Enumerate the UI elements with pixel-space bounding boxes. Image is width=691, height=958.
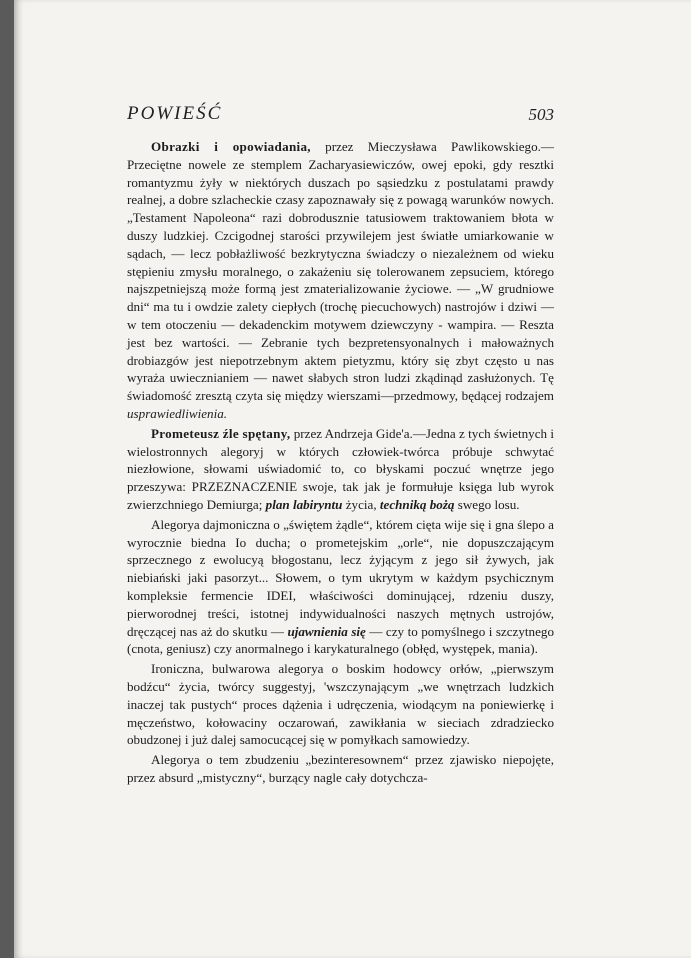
emphasized-text: techniką bożą (379, 496, 455, 512)
text-run: Alegorya dajmoniczna o „świętem żądle“, którem cięta wije się i gna ślepo a wyrocznie biedna Io ducha; o prometejskim „orle“, nie dopuszczającym sprzecznego z ewolucyą błogostanu, lecz żyjącym z jego sił żywych, jak niebiański jaki pasorzyt... Słowem, o tym ukrytym w każdym psychicznym kompleksie fermencie IDEI, właściwości dominującej, rdzeniu duszy, pierworodnej treści, istotnej indywidualności naszych mętnych ustrojów, dręczącej nas aż do skutku — (127, 516, 554, 639)
text-run: przez Mieczysława Pawlikowskiego.— Przeciętne nowele ze stemplem Zacharyasiewiczów, owej epoki, gdy resztki romantyzmu żyły w niektórych duszach po sąsiedzku z postulatami prawdy realnej, a dobre szlacheckie czasy zapoznawały się z powagą warunków nowych. „Testament Napoleona“ razi dobrodusznie tatusiowem traktowaniem błota w duszy ludzkiej. Czcigodnej starości przywilejem jest światłe umiarkowanie w sądach, — lecz pobłażliwość bezkrytyczna świadczy o niezależnem od wieku stępieniu zmysłu moralnego, o zakażeniu się tolerowanem zepsuciem, którego najszpetniejszą może formą jest zmaterializowanie życiowe. — „W grudniowe dni“ ma tu i owdzie zalety ciepłych (trochę piecuchowych) nastrojów i dziwi — w tem otoczeniu — dekadenckim motywem dziewczyny - wampira. — Reszta jest bez wartości. — Zebranie tych bezpretensyonalnych i małoważnych drobiazgów jest niepotrzebnym aktem pietyzmu, który się zbyt często u nas wyraża uwiecznianiem — nawet słabych stron ludzi zkądinąd zasłużonych. Tę świadomość zresztą czyta się między wierszami—przedmowy, będącej rodzajem (127, 139, 554, 404)
review-title: Prometeusz źle spętany, (151, 425, 291, 441)
emphasized-text: usprawiedliwienia. (127, 405, 228, 421)
emphasized-text: ujawnienia się (287, 623, 366, 639)
paragraph (127, 660, 554, 749)
paragraph (127, 425, 554, 514)
running-title: POWIEŚĆ (127, 103, 223, 124)
text-run: — czy to pomyślnego i szczytnego (cnota, geniusz) czy anormalnego i karykaturalnego (obłęd, występek, mania). (127, 623, 554, 657)
page-header (127, 103, 554, 127)
text-run: Ironiczna, bulwarowa alegorya o boskim hodowcy orłów, „pierwszym bodźcu“ życia, twórcy suggestyj, 'wszczynającym „we wnętrzach ludzkich inaczej tak pustych“ proces dążenia i udręczenia, wiodącym na poniewierkę i męczeństwo, kołowaciny oczarowań, zawikłania w sieciach zdradziecko obudzonej i już dalej samocucącej się w pomyłkach samowiedzy. (127, 661, 554, 748)
emphasized-text: plan labiryntu (265, 496, 343, 512)
paragraph (127, 751, 554, 787)
text-run: Alegorya o tem zbudzeniu „bezinteresownem“ przez zjawisko niepojęte, przez absurd „mistyczny“, burzący nagle cały dotychcza- (127, 752, 554, 785)
paragraph (127, 138, 554, 423)
text-run: życia, (342, 496, 380, 512)
page-number: 503 (528, 105, 554, 124)
text-run: swego losu. (454, 496, 520, 512)
text-run: przez Andrzeja Gide'a.—Jedna z tych świetnych i wielostronnych alegoryj w których człowiek-twórca próbuje schwytać niezłowione, słowami uświadomić to, co błyskami poczuć wnętrze jego przeszywa: PRZEZNACZENIE swoje, tak jak je formułuje księga lub wyrok zwierzchniego Demiurga; (127, 425, 554, 512)
article-body (127, 138, 554, 789)
book-page (14, 0, 691, 958)
review-title: Obrazki i opowiadania, (151, 139, 311, 154)
paragraph (127, 516, 554, 658)
